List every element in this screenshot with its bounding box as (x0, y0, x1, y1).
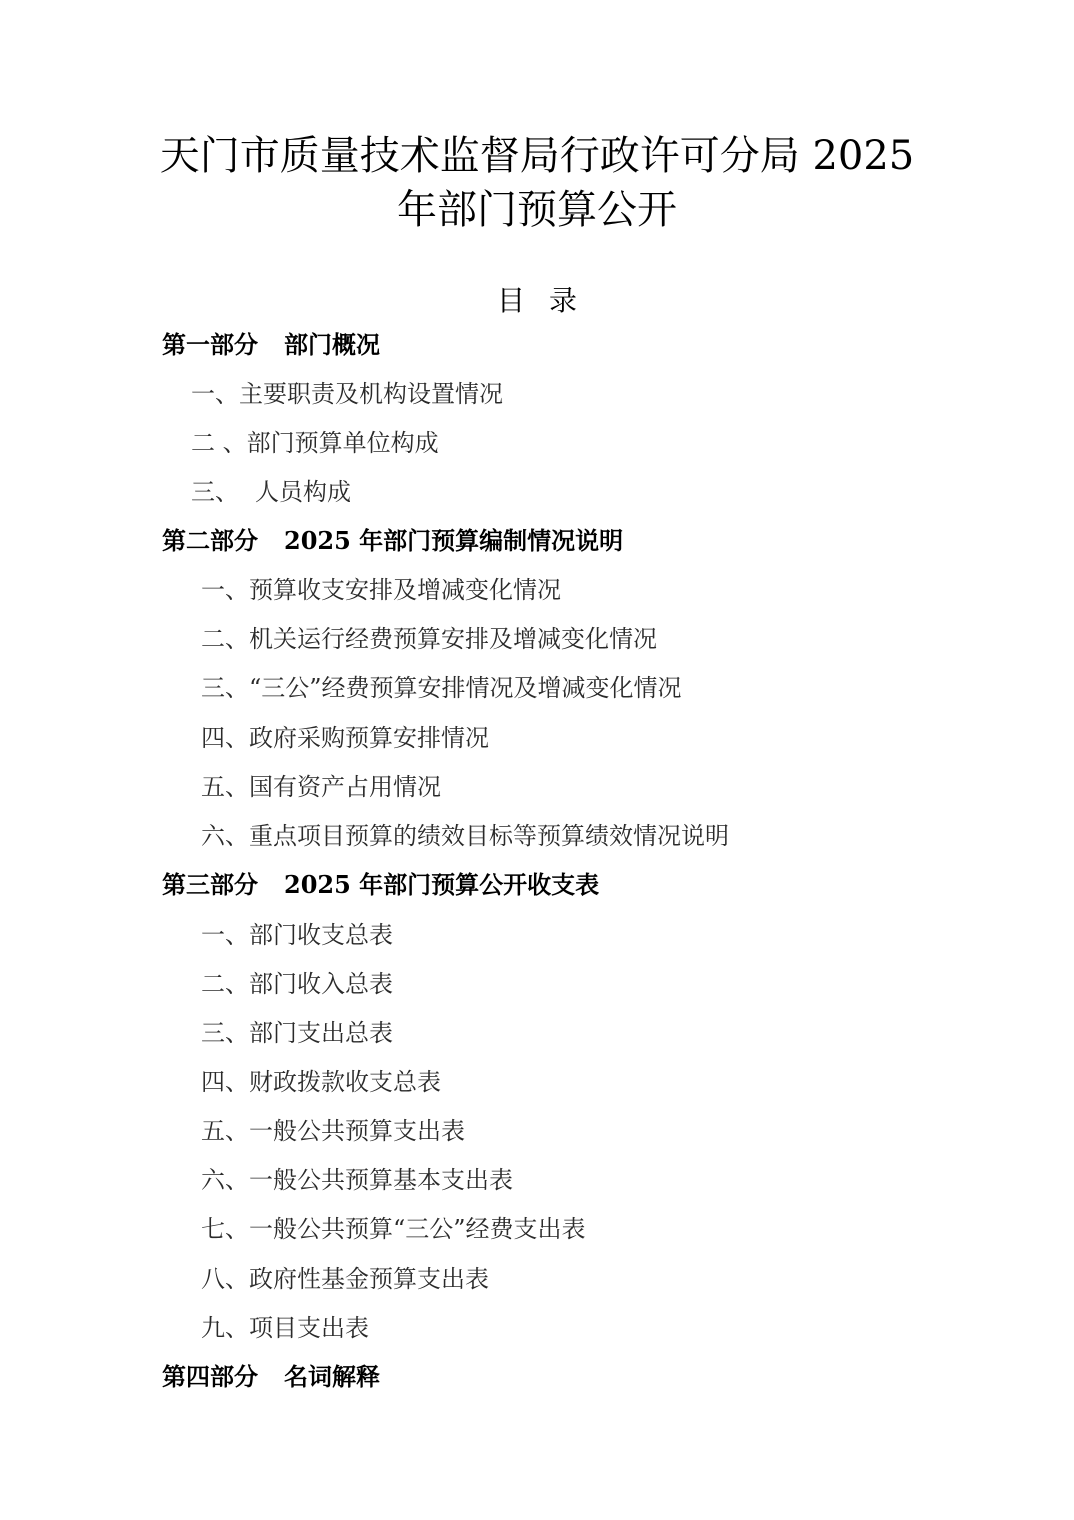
toc-item (201, 918, 393, 952)
toc-item (201, 770, 441, 804)
item-number: 二、 (201, 625, 249, 653)
toc-item (201, 1114, 465, 1148)
toc-part-2 (162, 524, 623, 558)
part-name: 2025 年部门预算编制情况说明 (284, 526, 624, 555)
item-number: 三、 (201, 674, 249, 702)
toc-item (201, 573, 561, 607)
item-text: 一般公共预算支出表 (249, 1117, 465, 1145)
item-text: 项目支出表 (249, 1314, 369, 1342)
toc-item (191, 426, 439, 460)
item-text: 部门收支总表 (249, 921, 393, 949)
part-name: 2025 年部门预算公开收支表 (284, 870, 600, 899)
item-text: 部门支出总表 (249, 1019, 393, 1047)
toc-heading-char-2: 录 (549, 284, 578, 317)
item-number: 八、 (201, 1265, 249, 1293)
item-number: 六、 (201, 822, 249, 850)
item-number: 七、 (201, 1215, 249, 1243)
toc-item (201, 967, 393, 1001)
toc-item (201, 622, 657, 656)
item-number: 一、 (191, 380, 239, 408)
item-number: 二、 (201, 970, 249, 998)
item-number: 四、 (201, 1068, 249, 1096)
item-text: 部门收入总表 (249, 970, 393, 998)
item-number: 二 、 (191, 429, 247, 457)
toc-part-3 (162, 868, 599, 902)
item-text: 政府采购预算安排情况 (249, 724, 489, 752)
item-text: 机关运行经费预算安排及增减变化情况 (249, 625, 657, 653)
toc-item (201, 1311, 369, 1345)
part-label: 第一部分 (162, 330, 258, 359)
item-text: 国有资产占用情况 (249, 773, 441, 801)
toc-item (201, 721, 489, 755)
part-label: 第四部分 (162, 1362, 258, 1391)
toc-item (201, 671, 682, 705)
part-label: 第三部分 (162, 870, 258, 899)
part-label: 第二部分 (162, 526, 258, 555)
toc-item (201, 819, 729, 853)
toc-item (201, 1212, 586, 1246)
toc-item (191, 475, 351, 509)
item-number: 三、 (191, 478, 239, 506)
item-text: 人员构成 (255, 478, 351, 506)
part-name: 名词解释 (284, 1362, 380, 1391)
toc-part-4 (162, 1360, 380, 1394)
toc-item (201, 1163, 513, 1197)
document-title-line-1: 天门市质量技术监督局行政许可分局 2025 (159, 133, 915, 179)
item-number: 一、 (201, 921, 249, 949)
item-text: 重点项目预算的绩效目标等预算绩效情况说明 (249, 822, 729, 850)
item-text: 一般公共预算基本支出表 (249, 1166, 513, 1194)
item-text: 一般公共预算“三公”经费支出表 (249, 1215, 586, 1243)
item-number: 五、 (201, 1117, 249, 1145)
item-number: 五、 (201, 773, 249, 801)
item-number: 一、 (201, 576, 249, 604)
toc-item (201, 1016, 393, 1050)
toc-heading (0, 281, 1074, 321)
document-title-line-2: 年部门预算公开 (397, 187, 677, 233)
toc-item (191, 377, 503, 411)
item-text: 政府性基金预算支出表 (249, 1265, 489, 1293)
toc-item (201, 1262, 489, 1296)
item-text: 财政拨款收支总表 (249, 1068, 441, 1096)
item-text: 部门预算单位构成 (246, 429, 439, 457)
item-number: 六、 (201, 1166, 249, 1194)
item-number: 九、 (201, 1314, 249, 1342)
item-number: 三、 (201, 1019, 249, 1047)
toc-part-1 (162, 328, 380, 362)
item-text: 主要职责及机构设置情况 (239, 380, 503, 408)
toc-item (201, 1065, 441, 1099)
item-text: “三公”经费预算安排情况及增减变化情况 (249, 674, 682, 702)
part-name: 部门概况 (284, 330, 380, 359)
toc-heading-char-1: 目 (496, 284, 525, 317)
item-number: 四、 (201, 724, 249, 752)
item-text: 预算收支安排及增减变化情况 (249, 576, 561, 604)
